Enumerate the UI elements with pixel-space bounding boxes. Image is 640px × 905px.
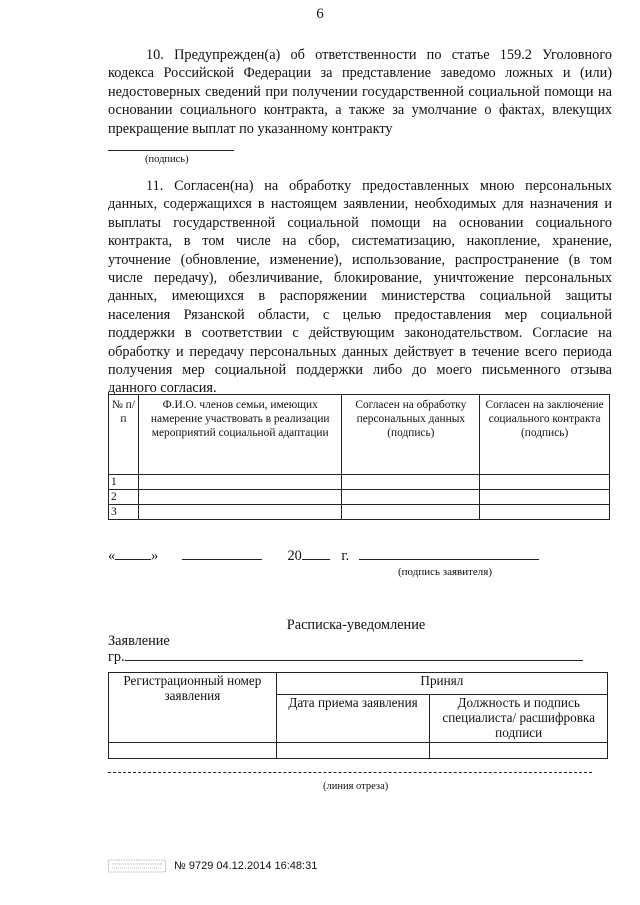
item-11-paragraph xyxy=(108,177,612,398)
header-accepted: Принял xyxy=(276,673,607,695)
receipt-title: Расписка-уведомление xyxy=(286,617,426,633)
applicant-signature-caption: (подпись заявителя) xyxy=(398,566,493,578)
row-number: 1 xyxy=(109,475,139,490)
cut-line xyxy=(108,772,592,773)
header-date-received: Дата приема заявления xyxy=(276,695,430,743)
header-specialist: Должность и подпись специалиста/ расшифровка подписи xyxy=(430,695,608,743)
item-10-signature-line xyxy=(108,150,234,151)
row-number: 3 xyxy=(109,505,139,520)
row-consent-data-cell[interactable] xyxy=(342,505,480,520)
table-row xyxy=(109,505,610,520)
table-row xyxy=(109,743,608,759)
footer-stamp-text: № 9729 04.12.2014 16:48:31 xyxy=(174,860,318,872)
citizen-line xyxy=(108,648,588,666)
cut-line-caption: (линия отреза) xyxy=(323,781,389,792)
specialist-cell[interactable] xyxy=(430,743,608,759)
row-number: 2 xyxy=(109,490,139,505)
item-10-text: 10. Предупрежден(а) об ответственности по статье 159.2 Уголовного кодекса Российской Федерации за представление заведомо ложных и (или) недостоверных сведений при получении государственной социальной помощи на основании социального контракта, а также за умолчание о фактах, влекущих прекращение выплат по указанному контракту xyxy=(108,47,612,137)
year-blank[interactable] xyxy=(302,559,330,560)
header-reg-number: Регистрационный номер заявления xyxy=(109,673,277,743)
citizen-name-blank[interactable] xyxy=(125,648,583,661)
year-suffix: г. xyxy=(341,548,350,564)
citizen-label: гр. xyxy=(108,649,125,665)
row-name-cell[interactable] xyxy=(138,490,342,505)
receipt-table xyxy=(108,672,608,759)
row-name-cell[interactable] xyxy=(138,505,342,520)
date-signature-line xyxy=(108,548,608,568)
row-consent-contract-cell[interactable] xyxy=(480,475,610,490)
day-open-quote: « xyxy=(108,548,116,564)
day-blank[interactable] xyxy=(115,559,151,560)
table-row xyxy=(109,475,610,490)
year-prefix: 20 xyxy=(287,548,302,564)
applicant-signature-blank[interactable] xyxy=(359,559,539,560)
item-10-signature-caption: (подпись) xyxy=(145,154,189,165)
row-consent-contract-cell[interactable] xyxy=(480,490,610,505)
row-consent-contract-cell[interactable] xyxy=(480,505,610,520)
header-family-names: Ф.И.О. членов семьи, имеющих намерение участвовать в реализации мероприятий социальной адаптации xyxy=(138,395,342,475)
header-number: № п/п xyxy=(109,395,139,475)
page-number: 6 xyxy=(316,6,324,22)
table-row xyxy=(109,490,610,505)
header-consent-data: Согласен на обработку персональных данных (подпись) xyxy=(342,395,480,475)
row-consent-data-cell[interactable] xyxy=(342,490,480,505)
registry-stamp-logo xyxy=(108,858,166,874)
date-received-cell[interactable] xyxy=(276,743,430,759)
item-11-text: 11. Согласен(на) на обработку предоставленных мною персональных данных, содержащихся в настоящем заявлении, необходимых для назначения и выплаты государственной социальной помощи на основании социального контракта, в том числе на сбор, систематизацию, накопление, хранение, уточнение (обновление, изменение), использование, распространение (в том числе передачу), обезличивание, блокирование, уничтожение персональных данных, имеющихся в распоряжении министерства социальной защиты населения Рязанской области, с целью предоставления мер социальной поддержки в соответствии с действующим законодательством. Согласие на обработку и передачу персональных данных действует в течение всего периода получения мер социальной поддержки либо до моего письменного отзыва данного согласия. xyxy=(108,178,612,397)
row-consent-data-cell[interactable] xyxy=(342,475,480,490)
reg-number-cell[interactable] xyxy=(109,743,277,759)
consent-table xyxy=(108,394,610,520)
month-blank[interactable] xyxy=(182,559,262,560)
statement-label: Заявление xyxy=(108,633,170,649)
stamp-logo-icon xyxy=(108,858,166,874)
day-close-quote: » xyxy=(151,548,159,564)
row-name-cell[interactable] xyxy=(138,475,342,490)
item-10-paragraph xyxy=(108,46,612,138)
header-consent-contract: Согласен на заключение социального контракта (подпись) xyxy=(480,395,610,475)
